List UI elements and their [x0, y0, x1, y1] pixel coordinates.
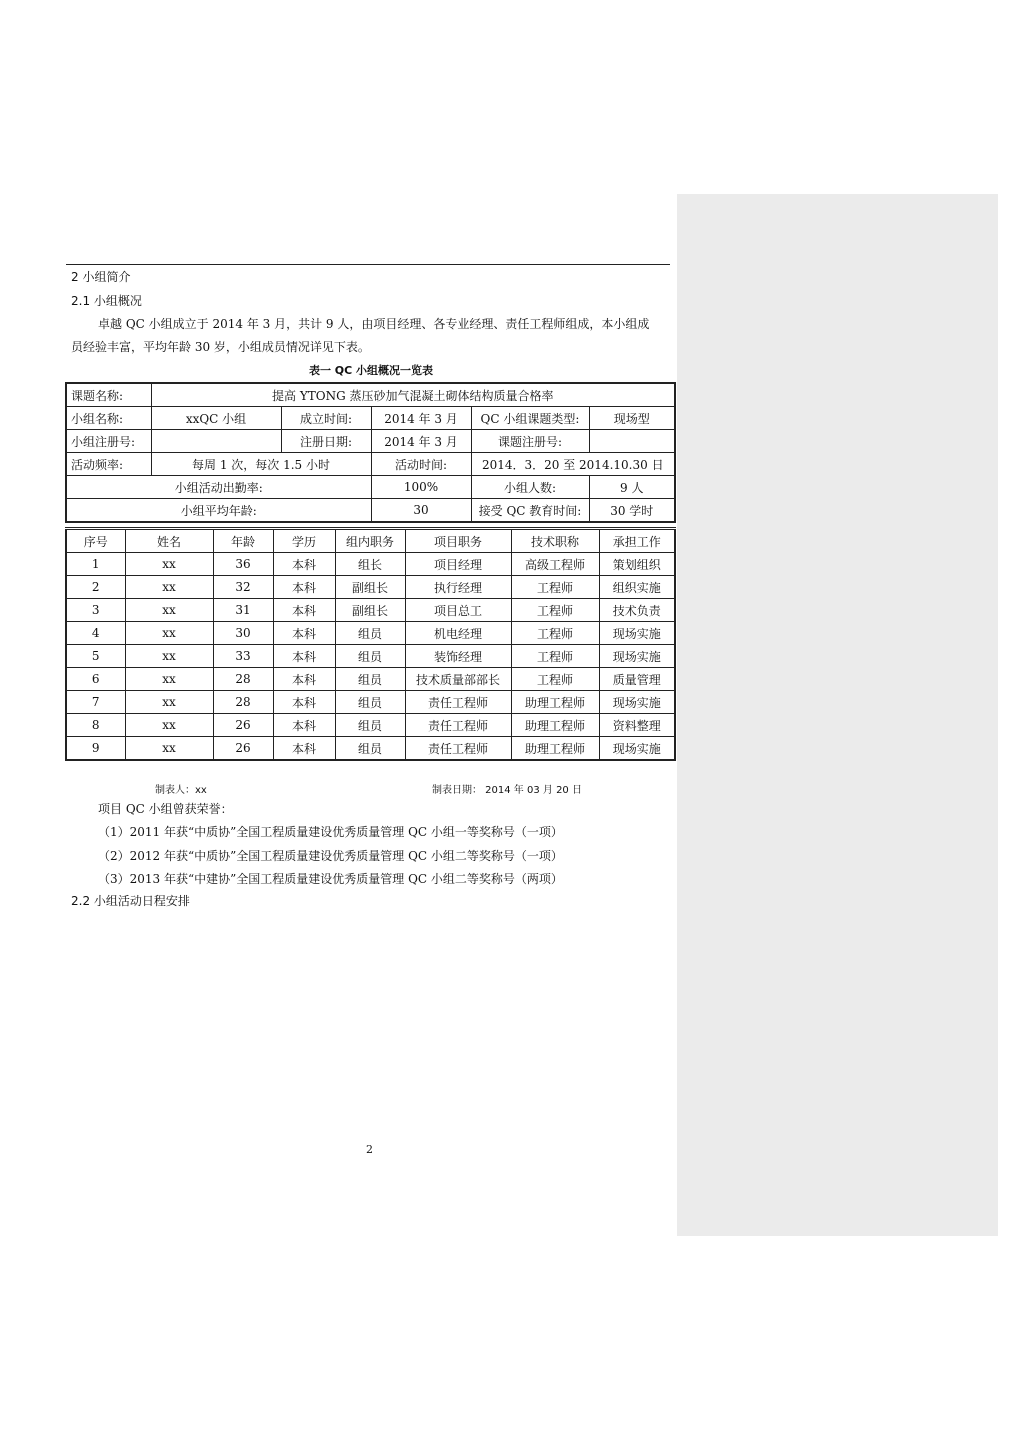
page-number: 2	[366, 1143, 373, 1156]
table-cell: xx	[125, 553, 213, 576]
table-cell: 本科	[273, 714, 335, 737]
reg-no-value	[151, 430, 281, 453]
table-cell: xx	[125, 576, 213, 599]
table-cell: 机电经理	[405, 622, 511, 645]
table-row	[66, 553, 675, 576]
table-cell: 责任工程师	[405, 737, 511, 761]
type-label: QC 小组课题类型:	[471, 407, 589, 430]
avg-age-label: 小组平均年龄:	[66, 499, 371, 523]
table-caption: 表一 QC 小组概况一览表	[308, 364, 434, 377]
table-cell: 项目总工	[405, 599, 511, 622]
attendance-value: 100%	[371, 476, 471, 499]
table-row	[66, 576, 675, 599]
members-header-row	[66, 529, 675, 553]
table-cell: 本科	[273, 599, 335, 622]
table-cell: 副组长	[335, 576, 405, 599]
members-table	[65, 527, 676, 761]
table-cell: 26	[213, 714, 273, 737]
table-cell: 技术质量部部长	[405, 668, 511, 691]
table-row	[66, 691, 675, 714]
table-cell: 现场实施	[599, 691, 675, 714]
table-cell: xx	[125, 737, 213, 761]
table-cell: xx	[125, 622, 213, 645]
table-cell: 26	[213, 737, 273, 761]
reg-date-value: 2014 年 3 月	[371, 430, 471, 453]
table-maker: 制表人：xx	[155, 785, 207, 796]
table-date: 制表日期： 2014 年 03 月 20 日	[432, 785, 582, 796]
table-cell: 1	[66, 553, 125, 576]
table-cell: 工程师	[511, 622, 599, 645]
table-cell: 5	[66, 645, 125, 668]
table-cell: 工程师	[511, 576, 599, 599]
table-cell: 2	[66, 576, 125, 599]
table-row	[66, 599, 675, 622]
table-cell: 助理工程师	[511, 691, 599, 714]
type-value: 现场型	[589, 407, 675, 430]
topic-label: 课题名称:	[66, 383, 151, 407]
reg-no-label: 小组注册号:	[66, 430, 151, 453]
table-cell: 现场实施	[599, 645, 675, 668]
column-header: 姓名	[125, 529, 213, 553]
table-cell: 助理工程师	[511, 714, 599, 737]
reg-date-label: 注册日期:	[281, 430, 371, 453]
honor-item-2: （2）2012 年获“中质协”全国工程质量建设优秀质量管理 QC 小组二等奖称号（一项）	[98, 849, 563, 863]
table-cell: 项目经理	[405, 553, 511, 576]
table-cell: 组员	[335, 668, 405, 691]
table-cell: xx	[125, 599, 213, 622]
table-cell: 工程师	[511, 668, 599, 691]
group-info-table	[65, 382, 676, 523]
period-label: 活动时间:	[371, 453, 471, 476]
column-header: 项目职务	[405, 529, 511, 553]
attendance-label: 小组活动出勤率:	[66, 476, 371, 499]
table-cell: 质量管理	[599, 668, 675, 691]
table-cell: 责任工程师	[405, 691, 511, 714]
avg-age-value: 30	[371, 499, 471, 523]
table-cell: xx	[125, 668, 213, 691]
table-cell: 31	[213, 599, 273, 622]
members-count-value: 9 人	[589, 476, 675, 499]
qc-education-value: 30 学时	[589, 499, 675, 523]
table-cell: 组员	[335, 691, 405, 714]
intro-paragraph-line1: 卓越 QC 小组成立于 2014 年 3 月，共计 9 人，由项目经理、各专业经理、责任工程师组成，本小组成	[98, 317, 650, 331]
topic-value: 提高 YTONG 蒸压砂加气混凝土砌体结构质量合格率	[151, 383, 675, 407]
founded-label: 成立时间:	[281, 407, 371, 430]
table-cell: xx	[125, 691, 213, 714]
table-cell: 责任工程师	[405, 714, 511, 737]
founded-value: 2014 年 3 月	[371, 407, 471, 430]
table-cell: 本科	[273, 737, 335, 761]
table-cell: 执行经理	[405, 576, 511, 599]
section-title: 2 小组简介	[71, 270, 131, 284]
table-cell: 现场实施	[599, 737, 675, 761]
table-cell: 本科	[273, 622, 335, 645]
table-cell: 助理工程师	[511, 737, 599, 761]
honor-item-3: （3）2013 年获“中建协”全国工程质量建设优秀质量管理 QC 小组二等奖称号（两项）	[98, 872, 563, 886]
frequency-label: 活动频率:	[66, 453, 151, 476]
honors-title: 项目 QC 小组曾获荣誉：	[98, 802, 233, 816]
column-header: 学历	[273, 529, 335, 553]
table-cell: 工程师	[511, 645, 599, 668]
table-cell: 副组长	[335, 599, 405, 622]
table-cell: 技术负责	[599, 599, 675, 622]
table-cell: 组长	[335, 553, 405, 576]
table-cell: 本科	[273, 668, 335, 691]
table-cell: 本科	[273, 645, 335, 668]
header-rule	[66, 264, 670, 265]
table-cell: 高级工程师	[511, 553, 599, 576]
table-cell: 工程师	[511, 599, 599, 622]
table-cell: 装饰经理	[405, 645, 511, 668]
group-name-value: xxQC 小组	[151, 407, 281, 430]
comment-pane	[677, 194, 998, 1236]
table-cell: 33	[213, 645, 273, 668]
table-row	[66, 622, 675, 645]
table-cell: 组员	[335, 622, 405, 645]
table-cell: 本科	[273, 691, 335, 714]
table-cell: 30	[213, 622, 273, 645]
table-row	[66, 668, 675, 691]
table-cell: 组织实施	[599, 576, 675, 599]
table-cell: 7	[66, 691, 125, 714]
table-cell: 本科	[273, 576, 335, 599]
table-cell: 28	[213, 668, 273, 691]
period-value: 2014．3．20 至 2014.10.30 日	[471, 453, 675, 476]
table-cell: 组员	[335, 714, 405, 737]
table-cell: 本科	[273, 553, 335, 576]
group-name-label: 小组名称:	[66, 407, 151, 430]
table-cell: 36	[213, 553, 273, 576]
topic-reg-label: 课题注册号:	[471, 430, 589, 453]
table-cell: 6	[66, 668, 125, 691]
table-cell: 8	[66, 714, 125, 737]
topic-reg-value	[589, 430, 675, 453]
table-cell: 3	[66, 599, 125, 622]
table-cell: 9	[66, 737, 125, 761]
table-cell: 资料整理	[599, 714, 675, 737]
qc-education-label: 接受 QC 教育时间:	[471, 499, 589, 523]
frequency-value: 每周 1 次，每次 1.5 小时	[151, 453, 371, 476]
table-cell: 32	[213, 576, 273, 599]
subsection-title-2-1: 2.1 小组概况	[71, 294, 142, 308]
table-row	[66, 737, 675, 761]
table-cell: 现场实施	[599, 622, 675, 645]
table-cell: 28	[213, 691, 273, 714]
table-cell: 组员	[335, 737, 405, 761]
column-header: 技术职称	[511, 529, 599, 553]
table-cell: 组员	[335, 645, 405, 668]
table-cell: 4	[66, 622, 125, 645]
table-cell: 策划组织	[599, 553, 675, 576]
table-cell: xx	[125, 714, 213, 737]
column-header: 序号	[66, 529, 125, 553]
table-row	[66, 645, 675, 668]
intro-paragraph-line2: 员经验丰富，平均年龄 30 岁，小组成员情况详见下表。	[71, 340, 370, 354]
column-header: 组内职务	[335, 529, 405, 553]
table-row	[66, 714, 675, 737]
table-cell: xx	[125, 645, 213, 668]
column-header: 年龄	[213, 529, 273, 553]
subsection-title-2-2: 2.2 小组活动日程安排	[71, 894, 190, 908]
members-count-label: 小组人数:	[471, 476, 589, 499]
honor-item-1: （1）2011 年获“中质协”全国工程质量建设优秀质量管理 QC 小组一等奖称号（一项）	[98, 825, 563, 839]
column-header: 承担工作	[599, 529, 675, 553]
